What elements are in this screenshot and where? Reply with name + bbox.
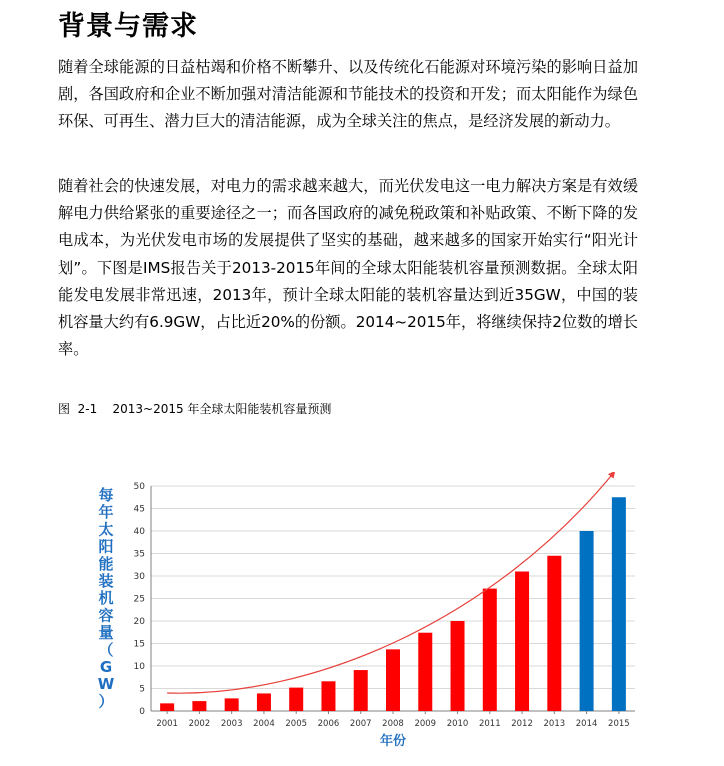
y-axis-title: 每年太阳能装机容量（ G W ） [97, 486, 115, 711]
x-tick-label: 2003 [220, 719, 243, 729]
paragraph-1: 随着全球能源的日益枯竭和价格不断攀升、以及传统化石能源对环境污染的影响日益加剧，各国政府和企业不断加强对清洁能源和节能技术的投资和开发；而太阳能作为绿色环保、可再生、潜力巨大的清洁能源，成为全球关注的焦点，是经济发展的新动力。 [58, 58, 638, 131]
x-tick-label: 2011 [478, 719, 501, 729]
y-tick-label: 0 [139, 707, 145, 717]
y-tick-label: 50 [133, 482, 145, 492]
y-tick-label: 20 [133, 617, 145, 627]
x-tick-label: 2004 [253, 719, 275, 729]
y-tick-label: 5 [139, 684, 145, 695]
bar-2015 [612, 497, 626, 711]
y-tick-label: 15 [133, 639, 145, 650]
y-tick-label: 40 [133, 527, 145, 537]
x-tick-label: 2002 [188, 719, 211, 729]
x-tick-label: 2008 [382, 719, 404, 729]
bar-2009 [418, 633, 432, 711]
section-heading: 背景与需求 [58, 11, 198, 42]
bar-2013 [547, 556, 561, 711]
bar-2001 [160, 703, 174, 711]
x-tick-label: 2007 [349, 719, 372, 729]
x-tick-label: 2012 [511, 719, 533, 729]
bar-2002 [192, 701, 206, 711]
x-tick-label: 2001 [156, 719, 178, 729]
bar-2005 [289, 688, 303, 711]
x-tick-label: 2014 [575, 719, 598, 729]
y-tick-label: 35 [133, 549, 145, 560]
bar-2008 [386, 649, 400, 711]
figure-caption: 图 2-1 2013~2015 年全球太阳能装机容量预测 [58, 402, 332, 416]
x-tick-label: 2009 [414, 719, 437, 729]
y-tick-label: 45 [133, 504, 145, 515]
x-tick-label: 2005 [285, 719, 308, 729]
paragraph-2: 随着社会的快速发展，对电力的需求越来越大，而光伏发电这一电力解决方案是有效缓解电力供给紧张的重要途径之一；而各国政府的减免税政策和补贴政策、不断下降的发电成本，为光伏发电市场的发展提供了坚实的基础，越来越多的国家开始实行“阳光计划”。下图是IMS报告关于2013-2015年间的全球太阳能装机容量预测数据。全球太阳能发电发展非常迅速，2013年，预计全球太阳能的装机容量达到近35GW，中国的装机容量大约有6.9GW，占比近20%的份额。2014~2015年，将继续保持2位数的增长率。 [58, 177, 638, 359]
x-tick-label: 2010 [446, 719, 469, 729]
bar-2003 [225, 698, 239, 711]
x-tick-label: 2015 [608, 719, 630, 729]
y-tick-label: 25 [133, 594, 145, 605]
bar-2004 [257, 693, 271, 711]
y-tick-label: 10 [133, 662, 145, 672]
bar-2010 [451, 621, 465, 711]
bar-2006 [321, 681, 335, 711]
bar-2012 [515, 572, 529, 712]
bar-2014 [580, 531, 594, 711]
y-tick-label: 30 [133, 572, 145, 582]
x-tick-label: 2006 [317, 719, 340, 729]
capacity-bar-chart [90, 472, 650, 762]
x-axis-title: 年份 [379, 734, 407, 749]
x-tick-label: 2013 [543, 719, 566, 729]
bar-2007 [354, 670, 368, 711]
bar-2011 [483, 589, 497, 711]
